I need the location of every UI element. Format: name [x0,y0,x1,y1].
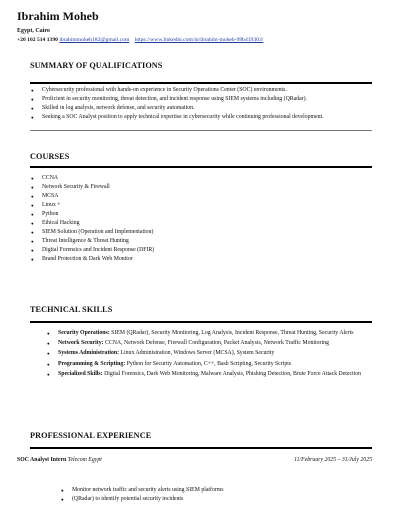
skill-label: Systems Administration: [58,350,120,357]
experience-heading: PROFESSIONAL EXPERIENCE [30,431,152,440]
list-item [31,210,342,219]
bullet-icon: ● [31,106,34,111]
list-item-text: SIEM Solution (Operation and Implementation) [42,229,154,235]
skill-item [47,330,370,337]
list-item-text: Skilled in log analysis, network defense, and security automation. [42,105,195,111]
skill-text: Python for Security Automation, C++, Bash Scripting, Security Scripts [126,360,292,367]
skills-list [47,330,370,381]
skill-text: CCNA, Network Defense, Firewall Configuration, Packet Analysis, Network Traffic Monitoring [105,340,329,347]
bullet-icon: ● [47,351,50,357]
list-item [31,219,342,228]
job-header [17,457,372,463]
job-dates: 11/February 2025 – 31/July 2025 [294,457,372,463]
job-role: SOC Analyst Intern [17,457,67,463]
list-item [31,201,342,210]
candidate-location: Egypt, Cairo [17,28,50,34]
skill-label: Programming & Scripting: [58,360,126,367]
bullet-icon: ● [31,176,34,181]
summary-heading: SUMMARY OF QUALIFICATIONS [30,61,163,70]
bullet-icon: ● [31,239,34,244]
bullet-icon: ● [31,185,34,190]
bullet-icon: ● [31,257,34,262]
list-item-text: Brand Protection & Dark Web Monitor [42,256,133,262]
list-item [61,495,372,504]
courses-list [31,174,342,264]
skill-label: Security Operations: [58,330,110,336]
list-item-text: CCNA [42,175,59,181]
list-item [31,104,372,113]
list-item-text: Digital Forensics and Incident Response (DFIR) [42,247,155,253]
bullet-icon: ● [47,341,50,347]
list-item [31,174,342,183]
skill-text: Linux Administration, Windows Server (MCSA), System Security [120,350,275,357]
list-item-text: Monitor network traffic and security alerts using SIEM platforms [72,487,224,493]
list-item [31,246,342,255]
skill-item [47,350,370,357]
summary-list [31,86,372,122]
skill-text: SIEM (QRadar), Security Monitoring, Log Analysis, Incident Response, Threat Hunting, Security Alerts [111,330,354,336]
email-link[interactable]: ibrahimmoheb182@gmail.com [59,37,130,43]
contact-line [17,37,263,43]
list-item-text: MCSA [42,193,59,199]
skill-item [47,360,370,368]
candidate-name: Ibrahim Moheb [17,9,99,23]
list-item [31,183,342,192]
bullet-icon: ● [31,97,34,102]
list-item-text: Proficient in security monitoring, threat detection, and incident response using SIEM systems including (QRadar). [42,96,307,102]
bullet-icon: ● [31,230,34,235]
bullet-icon: ● [47,371,50,377]
list-item [31,237,342,246]
list-item-text: Cybersecurity professional with hands-on experience in Security Operations Center (SOC) environments. [42,87,287,93]
section-divider [30,447,372,449]
phone-number: +20 102 514 1390 [17,37,58,43]
bullet-icon: ● [31,194,34,199]
section-divider [30,82,372,84]
list-item-text: Seeking a SOC Analyst position to apply technical expertise in cybersecurity while continuing professional development. [42,114,324,120]
section-divider [30,321,372,323]
skills-heading: TECHNICAL SKILLS [30,305,113,314]
section-divider [30,166,372,168]
skill-label: Specialized Skills: [58,370,103,377]
courses-heading: COURSES [30,152,70,161]
list-item [31,228,342,237]
list-item-text: Ethical Hacking [42,220,80,226]
bullet-icon: ● [31,212,34,217]
list-item-text: Linux + [42,202,61,208]
bullet-icon: ● [31,88,34,93]
list-item [31,192,342,201]
bullet-icon: ● [61,488,64,493]
list-item [31,255,342,264]
job-company: Telecom Egypt [67,457,102,463]
bullet-icon: ● [31,203,34,208]
skill-item [47,340,370,347]
bullet-icon: ● [61,497,64,502]
bullet-icon: ● [47,331,50,336]
skill-text: Digital Forensics, Dark Web Monitoring, Malware Analysis, Phishing Detection, Brute Force Attack Detection [104,370,362,377]
list-item-text: Network Security & Firewall [42,184,110,190]
list-item [31,113,372,122]
list-item-text: Python [42,211,59,217]
bullet-icon: ● [31,115,34,120]
list-item-text: (QRadar) to identify potential security incidents [72,496,184,502]
bullet-icon: ● [47,361,50,367]
list-item [31,95,372,104]
linkedin-link[interactable]: https://www.linkedin.com/in/ibrahim-moheb-99b419303/ [134,37,264,43]
list-item [31,86,372,95]
skill-label: Network Security: [58,340,104,347]
skill-item [47,370,370,378]
list-item [61,486,372,495]
section-divider [30,130,372,131]
bullet-icon: ● [31,248,34,253]
list-item-text: Threat Intelligence & Threat Hunting [42,238,129,244]
experience-list [61,486,372,504]
bullet-icon: ● [31,221,34,226]
